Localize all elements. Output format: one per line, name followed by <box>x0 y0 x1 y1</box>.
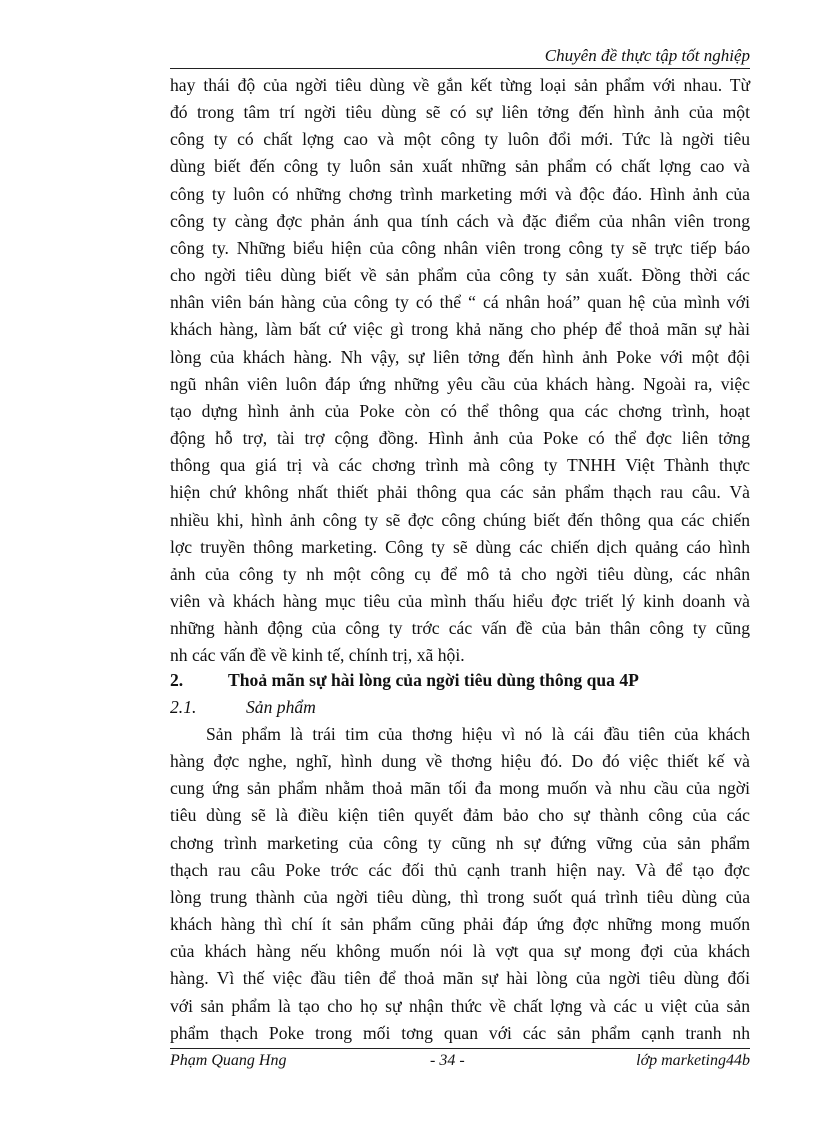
paragraph-line: khách hàng, làm bất cứ việc gì trong khả năng cho phép để thoả mãn sự hài <box>170 319 750 340</box>
intro-paragraph <box>170 72 750 669</box>
subsection-number: 2.1. <box>170 697 197 717</box>
section-heading <box>170 670 639 691</box>
paragraph-line: hàng đợc nghe, nghĩ, hình dung về thơng hiệu đó. Do đó việc thiết kế và <box>170 751 750 772</box>
paragraph-line: lòng của khách hàng. Nh vậy, sự liên tởng đến hình ảnh Poke với một đội <box>170 346 750 367</box>
footer-class: lớp marketing44b <box>636 1052 750 1069</box>
paragraph-line: động hỗ trợ, tài trợ cộng đồng. Hình ảnh của Poke có thể đợc liên tởng <box>170 428 750 449</box>
subsection-title: Sản phẩm <box>246 697 316 717</box>
paragraph-line: lợc truyền thông marketing. Công ty sẽ dùng các chiến dịch quảng cáo hình <box>170 536 750 557</box>
paragraph-line: dùng biết đến công ty luôn sản xuất những sản phẩm có chất lợng cao và <box>170 156 750 177</box>
paragraph-line: ngũ nhân viên luôn đáp ứng những yêu cầu của khách hàng. Ngoài ra, việc <box>170 373 750 394</box>
paragraph-line: công ty. Những biểu hiện của công nhân viên trong công ty sẽ trực tiếp báo <box>170 237 750 258</box>
paragraph-line: với sản phẩm là tạo cho họ sự nhận thức về chất lợng và các u việt của sản <box>170 995 750 1016</box>
paragraph-line: Sản phẩm là trái tim của thơng hiệu vì nó là cái đầu tiên của khách <box>206 724 750 744</box>
paragraph-line: chơng trình marketing của công ty cũng nh sự đứng vững của sản phẩm <box>170 832 750 853</box>
paragraph-line: phẩm thạch Poke trong mối tơng quan với các sản phẩm cạnh tranh nh <box>170 1022 750 1043</box>
paragraph-line: hàng. Vì thế việc đầu tiên để thoả mãn sự hài lòng của ngời tiêu dùng đối <box>170 968 750 989</box>
footer-author: Phạm Quang Hng <box>170 1052 287 1069</box>
paragraph-line: nh các vấn đề về kinh tế, chính trị, xã hội. <box>170 645 465 666</box>
paragraph-line: những hành động của công ty trớc các vấn đề của bản thân công ty cũng <box>170 618 750 639</box>
paragraph-line: thạch rau câu Poke trớc các đối thủ cạnh tranh hiện nay. Và để tạo đợc <box>170 859 750 880</box>
paragraph-line: cung ứng sản phẩm nhằm thoả mãn tối đa mong muốn và nhu cầu của ngời <box>170 778 750 799</box>
paragraph-line: ảnh của công ty nh một công cụ để mô tả cho ngời tiêu dùng, các nhân <box>170 563 750 584</box>
paragraph-line: tiêu dùng sẽ là điều kiện tiên quyết đảm bảo cho sự thành công của các <box>170 805 750 826</box>
paragraph-line: của khách hàng nếu không muốn nói là vợt qua sự mong đợi của khách <box>170 941 750 962</box>
paragraph-line: hiện chứ không nhất thiết phải thông qua các sản phẩm thạch rau câu. Và <box>170 482 750 503</box>
paragraph-line: đó trong tâm trí ngời tiêu dùng sẽ có sự liên tởng đến hình ảnh của một <box>170 102 750 123</box>
paragraph-line: công ty luôn có những chơng trình marketing mới và độc đáo. Hình ảnh của <box>170 183 750 204</box>
subsection-heading <box>170 697 316 718</box>
paragraph-line: khách hàng thì chí ít sản phẩm cũng phải đáp ứng đợc những mong muốn <box>170 914 750 935</box>
paragraph-line: nhiều khi, hình ảnh công ty sẽ đợc công chúng biết đến thông qua các chiến <box>170 509 750 530</box>
section-number: 2. <box>170 670 184 690</box>
paragraph-line: tạo dựng hình ảnh của Poke còn có thể thông qua các chơng trình, hoạt <box>170 400 750 421</box>
paragraph-line: hay thái độ của ngời tiêu dùng về gắn kết từng loại sản phẩm với nhau. Từ <box>170 75 750 95</box>
paragraph-line: viên và khách hàng mục tiêu của mình thấu hiểu đợc triết lý kinh doanh và <box>170 590 750 611</box>
paragraph-line: công ty càng đợc phản ánh qua tính cách và đặc điểm của nhân viên trong <box>170 210 750 231</box>
header-divider <box>170 68 750 69</box>
product-paragraph <box>170 721 750 1047</box>
page-number: - 34 - <box>430 1052 465 1069</box>
paragraph-line: lòng trung thành của ngời tiêu dùng, thì trong suốt quá trình tiêu dùng của <box>170 886 750 907</box>
page-header-title: Chuyên đề thực tập tốt nghiệp <box>544 46 750 65</box>
paragraph-line: nhân viên bán hàng của công ty có thể “ cá nhân hoá” quan hệ của mình với <box>170 292 750 313</box>
section-title: Thoả mãn sự hài lòng của ngời tiêu dùng thông qua 4P <box>228 670 639 690</box>
paragraph-line: thông qua giá trị và các chơng trình mà công ty TNHH Việt Thành thực <box>170 455 750 476</box>
paragraph-line: cho ngời tiêu dùng biết về sản phẩm của công ty sản xuất. Đồng thời các <box>170 265 750 286</box>
footer-divider <box>170 1048 750 1049</box>
paragraph-line: công ty có chất lợng cao và một công ty luôn đổi mới. Tức là ngời tiêu <box>170 129 750 150</box>
